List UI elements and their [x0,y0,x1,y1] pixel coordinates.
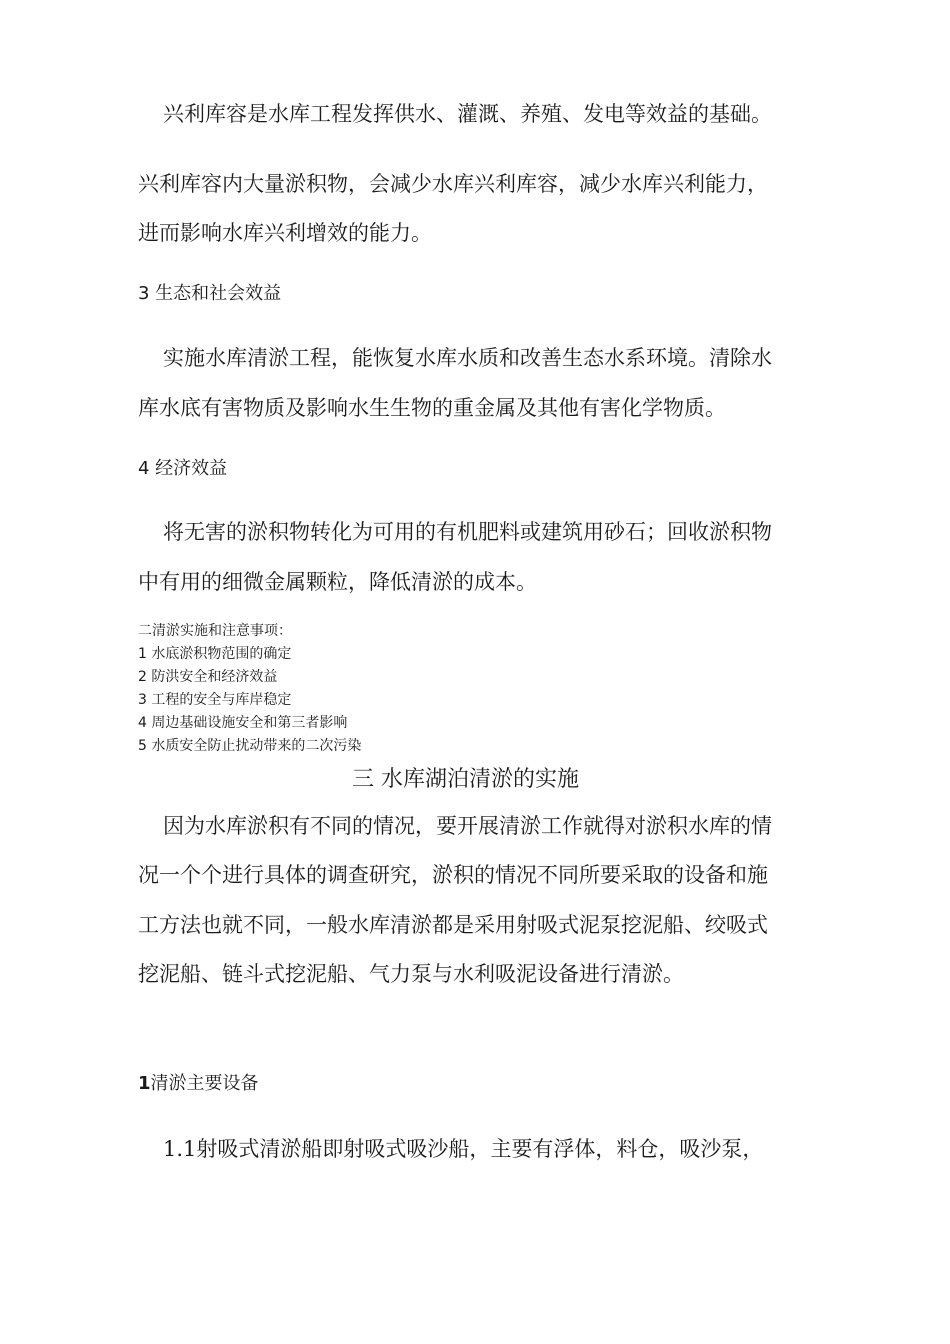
paragraph-line: 进而影响水库兴利增效的能力。 [138,221,432,245]
paragraph-line: 兴利库容是水库工程发挥供水、灌溉、养殖、发电等效益的基础。 [163,102,772,126]
paragraph-line: 库水底有害物质及影响水生生物的重金属及其他有害化学物质。 [138,396,726,420]
subsection-heading [138,1069,259,1095]
heading-number: 1 [138,1073,151,1094]
notes-item: 1 水底淤积物范围的确定 [138,646,292,662]
paragraph-line: 工方法也就不同，一般水库清淤都是采用射吸式泥泵挖泥船、绞吸式 [138,913,768,937]
section-heading: 4 经济效益 [138,458,228,479]
paragraph-line: 挖泥船、链斗式挖泥船、气力泵与水利吸泥设备进行清淤。 [138,962,684,986]
notes-item: 5 水质安全防止扰动带来的二次污染 [138,738,362,754]
paragraph-line: 因为水库淤积有不同的情况，要开展清淤工作就得对淤积水库的情 [163,814,772,838]
paragraph-line: 实施水库清淤工程，能恢复水库水质和改善生态水系环境。清除水 [163,346,772,370]
section-heading: 3 生态和社会效益 [138,283,282,304]
heading-text: 清淤主要设备 [150,1073,259,1094]
notes-title: 二清淤实施和注意事项： [138,623,292,639]
notes-item: 4 周边基础设施安全和第三者影响 [138,715,348,731]
paragraph-line: 将无害的淤积物转化为可用的有机肥料或建筑用砂石；回收淤积物 [163,520,772,544]
paragraph-line: 况一个个进行具体的调查研究，淤积的情况不同所要采取的设备和施 [138,863,768,887]
notes-item: 3 工程的安全与库岸稳定 [138,692,292,708]
section-title: 三 水库湖泊清淤的实施 [352,767,579,792]
notes-item: 2 防洪安全和经济效益 [138,669,278,685]
paragraph-line: 中有用的细微金属颗粒，降低清淤的成本。 [138,570,537,594]
paragraph-line: 1.1射吸式清淤船即射吸式吸沙船，主要有浮体，料仓，吸沙泵， [163,1137,764,1161]
paragraph-line: 兴利库容内大量淤积物，会减少水库兴利库容，减少水库兴利能力， [138,172,768,196]
